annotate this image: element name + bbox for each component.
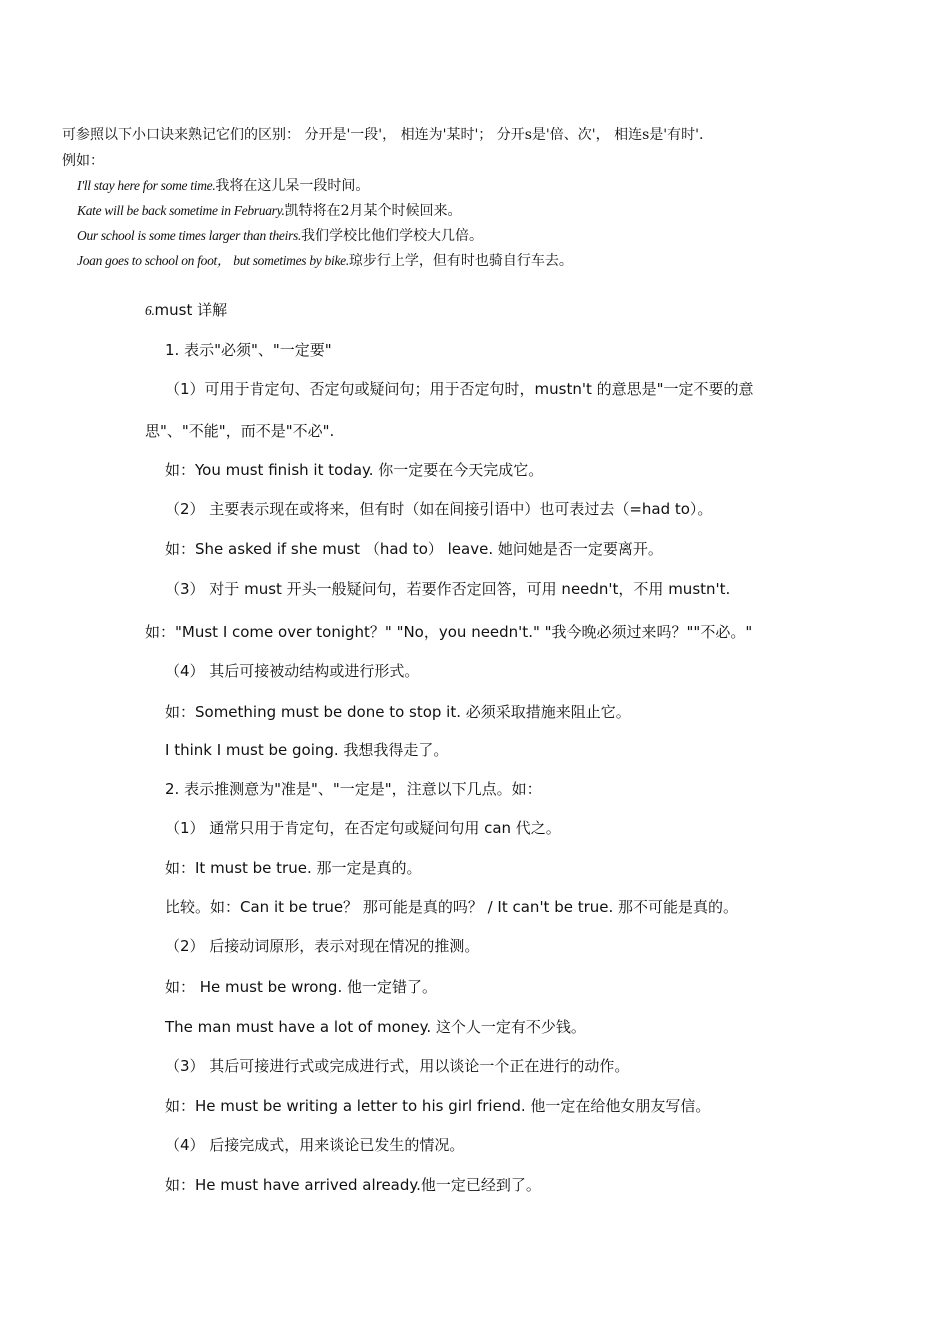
section-title: must 详解	[154, 301, 228, 319]
body-line: （3） 对于 must 开头一般疑问句，若要作否定回答，可用 needn't，不用 mustn't.	[165, 580, 731, 598]
body-line: （1） 通常只用于肯定句，在否定句或疑问句用 can 代之。	[165, 819, 561, 837]
example-english: I'll stay here for some time.	[77, 178, 216, 193]
mnemonic-line: 可参照以下小口诀来熟记它们的区别： 分开是'一段'， 相连为'某时'； 分开s是'倍、次'， 相连s是'有时'.	[62, 127, 704, 143]
example-line	[77, 201, 462, 221]
example-line	[77, 176, 369, 196]
body-line: 如： He must be wrong. 他一定错了。	[165, 978, 437, 996]
body-line: 如：He must have arrived already.他一定已经到了。	[165, 1176, 541, 1194]
example-english: Joan goes to school on foot， but sometimes by bike.	[77, 253, 349, 268]
body-line: 如：It must be true. 那一定是真的。	[165, 859, 422, 877]
body-line: 如：She asked if she must （had to） leave. 她问她是否一定要离开。	[165, 540, 663, 558]
body-line: 如：Something must be done to stop it. 必须采取措施来阻止它。	[165, 703, 631, 721]
example-line	[77, 251, 573, 271]
body-line: （4） 后接完成式，用来谈论已发生的情况。	[165, 1136, 465, 1154]
body-line: 思"、"不能"，而不是"不必".	[145, 422, 335, 440]
body-line: （1）可用于肯定句、否定句或疑问句；用于否定句时，mustn't 的意思是"一定不要的意	[165, 380, 754, 398]
body-line: The man must have a lot of money. 这个人一定有不少钱。	[165, 1018, 586, 1036]
body-line: 如：You must finish it today. 你一定要在今天完成它。	[165, 461, 544, 479]
example-english: Our school is some times larger than theirs.	[77, 228, 302, 243]
body-line: 1. 表示"必须"、"一定要"	[165, 341, 332, 359]
example-chinese: 我将在这儿呆一段时间。	[215, 178, 370, 194]
body-line: 如：He must be writing a letter to his girl friend. 他一定在给他女朋友写信。	[165, 1097, 711, 1115]
body-line: 比较。如：Can it be true？ 那可能是真的吗？ / It can't be true. 那不可能是真的。	[165, 898, 739, 916]
body-line: （3） 其后可接进行式或完成进行式，用以谈论一个正在进行的动作。	[165, 1057, 630, 1075]
section-number: 6.	[145, 303, 155, 318]
example-chinese: 凯特将在2月某个时候回来。	[284, 203, 462, 219]
body-line: （2） 主要表示现在或将来，但有时（如在间接引语中）也可表过去（=had to）。	[165, 500, 713, 518]
example-line	[77, 226, 483, 246]
body-line: I think I must be going. 我想我得走了。	[165, 741, 449, 759]
body-line: （2） 后接动词原形，表示对现在情况的推测。	[165, 937, 480, 955]
example-chinese: 我们学校比他们学校大几倍。	[301, 228, 484, 244]
example-english: Kate will be back sometime in February.	[77, 203, 285, 218]
section-heading	[145, 300, 227, 321]
body-line: 2. 表示推测意为"准是"、"一定是"，注意以下几点。如：	[165, 780, 542, 798]
body-line: （4） 其后可接被动结构或进行形式。	[165, 662, 420, 680]
example-chinese: 琼步行上学，但有时也骑自行车去。	[348, 253, 573, 269]
example-label: 例如：	[62, 153, 104, 169]
body-line: 如："Must I come over tonight？" "No，you needn't." "我今晚必须过来吗？""不必。"	[145, 623, 753, 641]
